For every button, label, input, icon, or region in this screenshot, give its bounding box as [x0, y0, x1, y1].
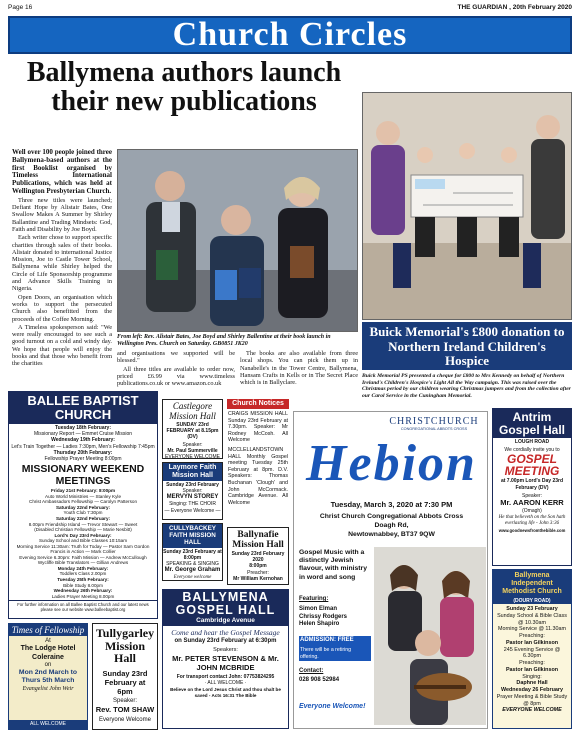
laymore-speaker: MERVYN STOREY [166, 494, 219, 501]
fellowship-speaker: Evangelist John Weir [22, 686, 74, 693]
ballynafie-title: Ballynafie [237, 530, 279, 540]
hebion-contact: 028 908 52984 [299, 677, 340, 683]
hebion-admission-note: There will be a retiring offering. [299, 646, 371, 661]
gospel-hall-speakers-label: Speakers: [213, 647, 238, 653]
tullygarley-title: Tullygarley [95, 626, 155, 640]
antrim-verse: He that believeth on the Son hath everlasting life - John 3:36 [498, 514, 566, 526]
ballee-title-line: BALLEE BAPTIST [27, 393, 139, 408]
castlegore-speaker: Mr. Paul Summerville [167, 447, 218, 454]
methodist-line: 245 Evening Service @ 6.30pm [503, 646, 561, 660]
ballee-line: Fellowship Prayer Meeting 8:00pm [44, 456, 122, 463]
antrim-title: Gospel Hall [498, 422, 566, 437]
ballee-line: Wednesday 19th February: [51, 437, 115, 444]
ballee-line: Auto World Ministries — Stanley Kyle [45, 493, 121, 499]
methodist-line: Pastor Ian Gilkinson [505, 639, 559, 646]
main-story-column [12, 149, 112, 369]
ballee-footer: For further information on all Ballee Baptist Church and our latest news please see our website www.balleebaptist.org [9, 600, 157, 613]
ballynafie-title: Mission Hall [232, 540, 284, 550]
cullybackey-ad [162, 523, 223, 581]
hebion-featuring-list [299, 606, 371, 629]
ballynafie-time: 8:00pm [249, 563, 267, 570]
tullygarley-footer: Everyone Welcome [99, 716, 151, 723]
antrim-gospel: GOSPEL [506, 452, 557, 467]
performer-name: Helen Shapiro [299, 621, 340, 627]
ballee-week-list [9, 424, 157, 463]
side-headline: Buick Memorial's £800 donation to Northern Ireland Children's Hospice [362, 322, 572, 370]
photo-caption: From left: Rev. Alistair Bates, Joe Boyd and Shirley Ballentine at their book launch in Wellington Pres. Church on Saturday. GB0851 JK20 [117, 334, 331, 347]
hebion-date: Tuesday, March 3, 2020 at 7:30 PM [330, 500, 453, 509]
gospel-hall-transport: For transport contact John: 07753824295 [176, 674, 275, 680]
hebion-logo: Hebion [306, 435, 477, 492]
notice-item: MCCLELLANDSTOWN HALL Monthly Gospel meeting Tuesday 25th February at 8pm. D.V. Speakers: Thomas Buchanan 'Clough' and John McCormack. Cambridge Avenue. All Welcome [228, 446, 288, 506]
castlegore-footer: EVERYONE WELCOME [165, 454, 220, 459]
ballee-line: 8.00pm Friendship Island — Trevor Stewart — Sweet [28, 521, 138, 527]
times-of-fellowship-ad [8, 623, 88, 730]
ballee-line: Francis in Action — Mark Collier [50, 549, 116, 555]
ballee-line: Tuesday 18th February: [54, 425, 112, 431]
story-lead: Well over 100 people joined three Ballymena-based authors at the first Booklist organised by Timeless International Publications, which was held at Wellington Presbyterian Church. [12, 148, 112, 195]
hebion-footer: Everyone Welcome! [299, 703, 366, 710]
story-paragraph: Each writer chose to support specific charities through sales of their books. Alistair donated to international Justice Mission, Joe to Castle Tower School, Ballymena while Shirley helped the Circle of Life Sponsorship programme and Advance Skills Training in Nigeria. [12, 234, 112, 293]
performer-name: Chrissy Rodgers [299, 613, 348, 620]
methodist-line: Preaching: [519, 633, 545, 640]
church-notices [227, 399, 289, 524]
ballee-line: Wednesday 26th February: [53, 588, 113, 594]
ballee-line: (Disabled Christian Fellowship — Marie Nesbitt) [34, 527, 132, 533]
story-paragraph: Three new titles were launched; Defiant Hope by Alistair Bates, One Swallow Makes A Summer by Shirley Ballantine and Trading Mindsets: God, Faith and Disability by Joe Boyd. [12, 196, 112, 233]
tullygarley-ad [92, 623, 158, 730]
fellowship-venue: Coleraine [32, 653, 64, 661]
hospice-cheque-photo [362, 92, 572, 320]
ballee-line: Morning Service 11:30am: Truth for Today — Pastor Sam Gordon [16, 543, 150, 549]
ballee-baptist-ad [8, 391, 158, 619]
tullygarley-speaker: Rev. TOM SHAW [95, 704, 155, 714]
methodist-line: Sunday 23 February [506, 606, 558, 613]
ballee-line: Saturday 22nd February: [55, 504, 111, 510]
antrim-date: at 7.00pm Lord's Day 23rd February (DV) [500, 478, 564, 491]
ballee-line: Saturday 22nd February: [55, 515, 111, 521]
ballee-line: Lord's Day 23rd February: [54, 532, 112, 538]
ballee-line: Ladies Prayer Meeting 8.00pm [51, 593, 115, 599]
christchurch-name: CHRISTCHURCH [389, 416, 479, 427]
gospel-hall-welcome: · ALL WELCOME · [204, 680, 247, 687]
cullybackey-date: Sunday 23rd February at 8:00pm [163, 548, 222, 561]
tullygarley-date: Sunday 23rd February at 6pm [102, 668, 148, 696]
hebion-contact-label: Contact: [299, 668, 324, 674]
antrim-gospel-hall-ad [492, 408, 572, 566]
story-paragraph: The books are also available from three local shops. You can pick them up in Nanabelle's in the Tower Centre, Ballymena, Hansam Crafts in Kells or in The Secret Place which is in Ballyclare. [240, 350, 358, 387]
antrim-speaker-label: Speaker: [521, 492, 542, 499]
notice-item: CRAIGS MISSION HALL Sunday 23rd February at 7.30pm. Speaker: Mr Rodney McCosh. All Welcome [228, 411, 288, 444]
ballee-line: Thursday 20th February: [53, 449, 113, 456]
castlegore-title: Mission Hall [169, 410, 216, 421]
ballee-line: Friday 21st February: 8:00pm [50, 488, 116, 494]
ballee-line: Christ Ambassadors Fellowship — Carolyn Patterson [29, 499, 137, 505]
laymore-ad [162, 462, 223, 520]
gospel-hall-road: Cambridge Avenue [196, 617, 255, 624]
cullybackey-speaker: Mr. George Graham [164, 567, 221, 574]
methodist-line: Wednesday 26 February [501, 687, 563, 694]
notices-title: Church Notices [227, 399, 289, 409]
methodist-church-ad [492, 569, 572, 729]
ballee-title-line: CHURCH [54, 407, 112, 422]
ballynafie-preacher: Mr William Kernohan [233, 575, 283, 582]
antrim-invite: We cordially invite you to [504, 447, 560, 454]
story-paragraph: A Timeless spokesperson said: "We were really encouraged to see such a good turnout on a cold and windy day. We hope that people will enjoy the books and that those who benefit from the charities [12, 323, 112, 368]
story-continuation-col1 [117, 350, 235, 388]
methodist-line: Prayer Meeting & Bible Study @ 8pm [496, 693, 568, 707]
fellowship-venue: The Lodge Hotel [20, 645, 76, 653]
christchurch-logo [389, 416, 479, 432]
cullybackey-title: CULLYBACKEY FAITH MISSION HALL [163, 524, 222, 548]
ballee-line: Youth Club 7:30pm [63, 510, 103, 516]
gospel-hall-speakers: Mr. PETER STEVENSON & Mr. JOHN MCBRIDE [172, 654, 279, 672]
book-launch-photo [117, 149, 358, 332]
gospel-hall-verse: Believe on the Lord Jesus Christ and thou shalt be saved - Acts 16:31 The Bible [170, 687, 281, 699]
hebion-band-photo [374, 547, 486, 725]
main-headline: Ballymena authors launch their new publications [26, 57, 342, 117]
gospel-hall-title: BALLYMENA [182, 590, 269, 604]
hebion-admission: ADMISSION: FREE [299, 636, 371, 646]
methodist-line: EVERYONE WELCOME [502, 707, 562, 714]
ballee-mission-list [9, 488, 157, 599]
ballee-line: Sunday School and Bible Classes 10:15am [38, 538, 128, 544]
ballee-line: Wycliffe Bible Translators — Gillian Andrews [37, 560, 129, 566]
methodist-line: Singing: [522, 673, 542, 680]
fellowship-at: At [45, 638, 51, 644]
antrim-title: Antrim [512, 410, 552, 424]
hebion-venue: Christ Church Congregational Abbots Cross [319, 513, 464, 520]
antrim-website: www.goodnewsfromthebible.com [498, 528, 566, 534]
gospel-hall-header [163, 590, 288, 626]
methodist-title: Ballymena Independent Methodist Church [493, 570, 571, 598]
laymore-title: Laymore Faith Mission Hall [163, 463, 222, 481]
hebion-featuring-label: Featuring: [299, 596, 329, 602]
methodist-line: Preaching: [519, 660, 545, 667]
laymore-speaker-label: Speaker: [182, 488, 203, 495]
castlegore-speaker-label: Speaker: [182, 441, 203, 448]
hebion-address: Doagh Rd, [374, 522, 409, 529]
page-number: Page 16 [8, 4, 33, 11]
gospel-hall-title: GOSPEL HALL [175, 603, 276, 617]
story-paragraph: All three titles are available to order now, priced £6.99 via www.timeless publications.co.uk or www.amazon.co.uk [117, 365, 235, 388]
story-continuation-col2 [240, 350, 358, 387]
fellowship-dates: Mon 2nd March to Thurs 5th March [18, 669, 78, 685]
castlegore-title: Castlegore [172, 401, 213, 411]
ballee-line: Evening Service 6.30pm: Faith Mission — Andrew McCullough [19, 554, 147, 560]
ballee-line: Bible Study 8.00pm [63, 582, 103, 588]
antrim-speaker-town: (Omagh) [522, 507, 542, 514]
fellowship-on: on [44, 662, 52, 669]
cullybackey-footer: Everyone welcome [173, 574, 212, 580]
fellowship-title: Times of Fellowship [9, 624, 87, 636]
gospel-hall-date: on Sunday 23rd February at 6:30pm [174, 637, 277, 644]
methodist-line: Pastor Ian Gilkinson [505, 666, 559, 673]
christchurch-sub: CONGREGATIONAL ABBOTS CROSS [400, 427, 468, 431]
antrim-road: LOUGH ROAD [514, 439, 550, 445]
paper-dateline: THE GUARDIAN , 20th February 2020 [457, 4, 572, 11]
fellowship-footer: ALL WELCOME [9, 720, 87, 729]
castlegore-date: SUNDAY 23rd FEBRUARY at 8.15pm (DV) [166, 422, 219, 441]
ballee-line: Missionary Report — Emmet Cruise Mission [33, 431, 133, 438]
antrim-header [493, 409, 571, 438]
ballee-line: Monday 24th February: [57, 565, 109, 571]
cullybackey-sub: SPEAKING & SINGING [166, 561, 219, 568]
ballynafie-ad [227, 527, 289, 585]
hebion-concert-ad [293, 411, 488, 729]
laymore-date: Sunday 23rd February [166, 482, 219, 488]
ballee-line: Let's Train Together — Ladies 7:30pm, Men's Fellowship 7:45pm [11, 443, 155, 450]
methodist-road: (DOURY ROAD) [493, 598, 571, 604]
ballee-line: Toddlers Class 2.00pm [59, 571, 107, 577]
tullygarley-speaker-label: Speaker: [112, 697, 137, 704]
hebion-address: Newtownabbey, BT37 9QW [348, 531, 435, 538]
ballee-line: Tuesday 25th February: [57, 576, 109, 582]
ballynafie-preacher-label: Preacher: [247, 569, 269, 576]
ballee-title [9, 392, 157, 424]
antrim-speaker: Mr. AARON KERR [500, 498, 564, 508]
story-paragraph: and organisations we supported will be blessed." [117, 350, 235, 365]
gospel-hall-invite: Come and hear the Gospel Message [171, 628, 280, 637]
methodist-schedule [493, 604, 571, 716]
hebion-description: Gospel Music with a distinctly Jewish flavour, with ministry in word and song [299, 549, 367, 581]
castlegore-ad [162, 399, 223, 459]
ballynafie-date: Sunday 23rd February 2020 [231, 551, 285, 564]
mission-weekend-title: MISSIONARY WEEKEND MEETINGS [21, 463, 145, 487]
laymore-footer: — Everyone Welcome — [164, 507, 221, 514]
antrim-meeting: MEETING [504, 464, 560, 479]
ballymena-gospel-hall-ad [162, 589, 289, 729]
performer-name: Simon Elman [299, 606, 338, 612]
tullygarley-title: Mission Hall [104, 638, 145, 665]
laymore-singing: Singing: THE CHOIR [169, 501, 216, 508]
methodist-line: Daphne Hall [516, 680, 548, 687]
methodist-line: Sunday School & Bible Class @ 10.30am [497, 612, 567, 626]
methodist-line: Morning Service @ 11.30am [498, 626, 566, 633]
story-paragraph: Open Doors, an organisation which works to support the persecuted Church also benefitted from the proceeds of the Coffee Morning. [12, 293, 112, 323]
side-caption: Buick Memorial PS presented a cheque for £800 to Mrs Kennedy on behalf of Northern Ireland's Children's Hospice's Light All the Way campaign. This was raised over the Christmas period by our children wearing Christmas jumpers and from the collection after our Carol Service in the Cuningham Memorial. [362, 373, 571, 399]
section-banner: Church Circles [8, 16, 572, 54]
